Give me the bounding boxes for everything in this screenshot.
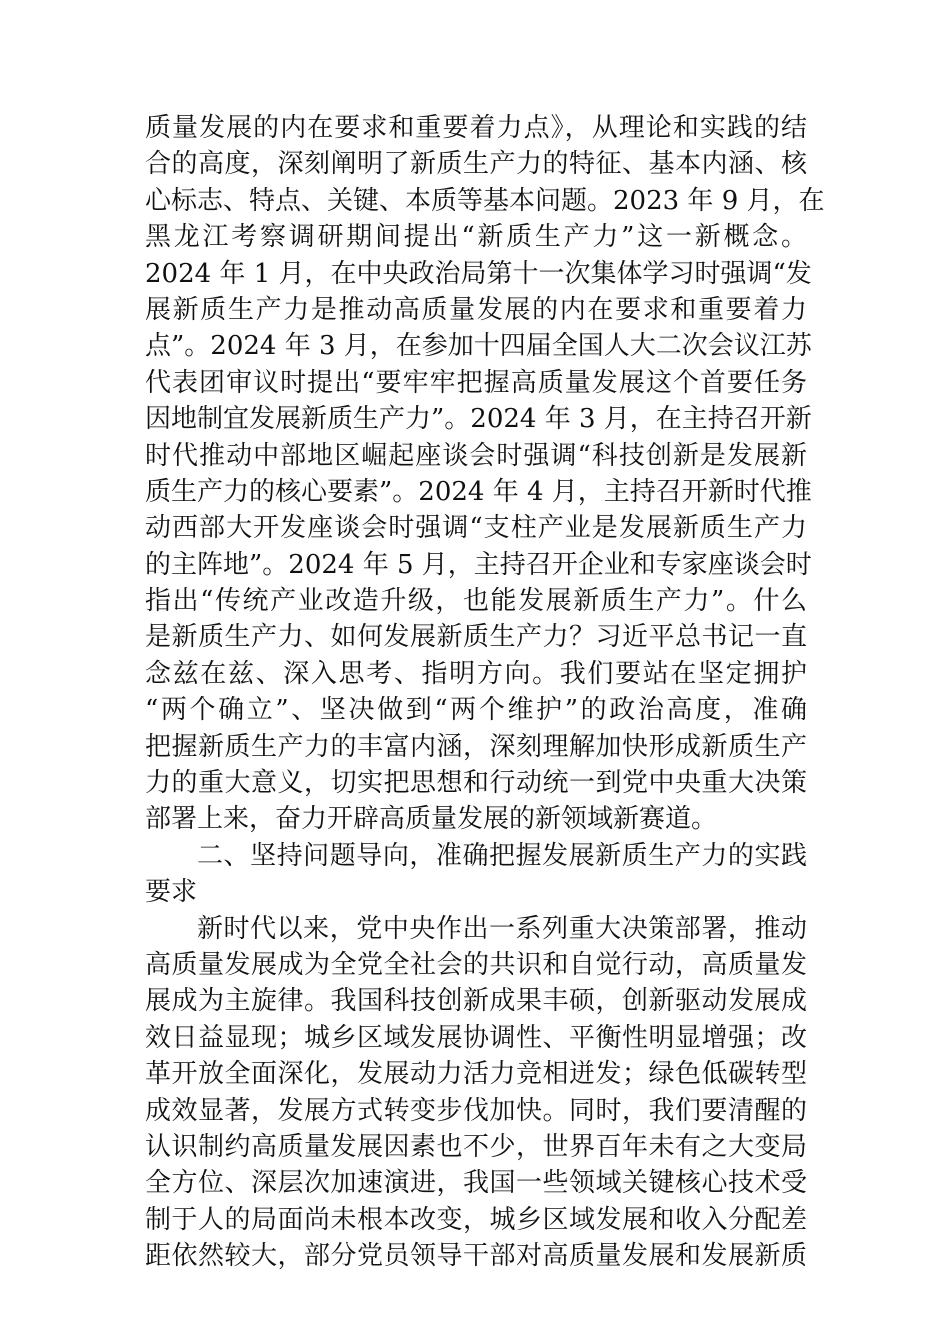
text-line: 效日益显现；城乡区域发展协调性、平衡性明显增强；改 (145, 1022, 807, 1053)
text-line: 的主阵地”。2024 年 5 月，主持召开企业和专家座谈会时 (145, 549, 812, 580)
text-line: 新时代以来，党中央作出一系列重大决策部署，推动 (197, 913, 807, 944)
text-line: 力的重大意义，切实把思想和行动统一到党中央重大决策 (145, 768, 807, 799)
text-line: 动西部大开发座谈会时强调“支柱产业是发展新质生产力 (145, 513, 807, 544)
text-line: 展新质生产力是推动高质量发展的内在要求和重要着力 (145, 294, 807, 325)
paragraph-continuation (145, 110, 825, 838)
document-body (145, 110, 825, 1275)
text-line: 是新质生产力、如何发展新质生产力？习近平总书记一直 (145, 622, 807, 653)
text-line: 革开放全面深化，发展动力活力竞相迸发；绿色低碳转型 (145, 1059, 807, 1090)
text-line: 指出“传统产业改造升级，也能发展新质生产力”。什么 (145, 586, 807, 617)
text-line: “两个确立”、坚决做到“两个维护”的政治高度，准确 (145, 695, 807, 726)
text-line: 全方位、深层次加速演进，我国一些领域关键核心技术受 (145, 1168, 807, 1199)
text-line: 因地制宜发展新质生产力”。2024 年 3 月，在主持召开新 (145, 404, 812, 435)
text-line: 心标志、特点、关键、本质等基本问题。2023 年 9 月，在 (145, 185, 825, 216)
text-line: 点”。2024 年 3 月，在参加十四届全国人大二次会议江苏 (145, 331, 812, 362)
heading-line: 要求 (145, 877, 198, 908)
section-heading (145, 838, 807, 911)
text-line: 2024 年 1 月，在中央政治局第十一次集体学习时强调“发 (145, 258, 812, 289)
text-line: 成效显著，发展方式转变步伐加快。同时，我们要清醒的 (145, 1095, 807, 1126)
text-line: 黑龙江考察调研期间提出“新质生产力”这一新概念。 (145, 222, 807, 253)
text-line: 时代推动中部地区崛起座谈会时强调“科技创新是发展新 (145, 440, 807, 471)
text-line: 质生产力的核心要素”。2024 年 4 月，主持召开新时代推 (145, 476, 812, 507)
text-line: 距依然较大，部分党员领导干部对高质量发展和发展新质 (145, 1241, 807, 1272)
paragraph (145, 911, 807, 1275)
text-line: 质量发展的内在要求和重要着力点》，从理论和实践的结 (145, 113, 807, 143)
text-line: 合的高度，深刻阐明了新质生产力的特征、基本内涵、核 (145, 149, 807, 180)
heading-line: 二、坚持问题导向，准确把握发展新质生产力的实践 (197, 840, 807, 871)
text-line: 念兹在兹、深入思考、指明方向。我们要站在坚定拥护 (145, 658, 807, 689)
text-line: 高质量发展成为全党全社会的共识和自觉行动，高质量发 (145, 949, 807, 980)
text-line: 把握新质生产力的丰富内涵，深刻理解加快形成新质生产 (145, 731, 807, 762)
text-line: 制于人的局面尚未根本改变，城乡区域发展和收入分配差 (145, 1204, 807, 1235)
text-line: 展成为主旋律。我国科技创新成果丰硕，创新驱动发展成 (145, 986, 807, 1017)
text-line: 认识制约高质量发展因素也不少，世界百年未有之大变局 (145, 1131, 807, 1162)
text-line: 部署上来，奋力开辟高质量发展的新领域新赛道。 (145, 804, 718, 835)
text-line: 代表团审议时提出“要牢牢把握高质量发展这个首要任务 (145, 367, 807, 398)
